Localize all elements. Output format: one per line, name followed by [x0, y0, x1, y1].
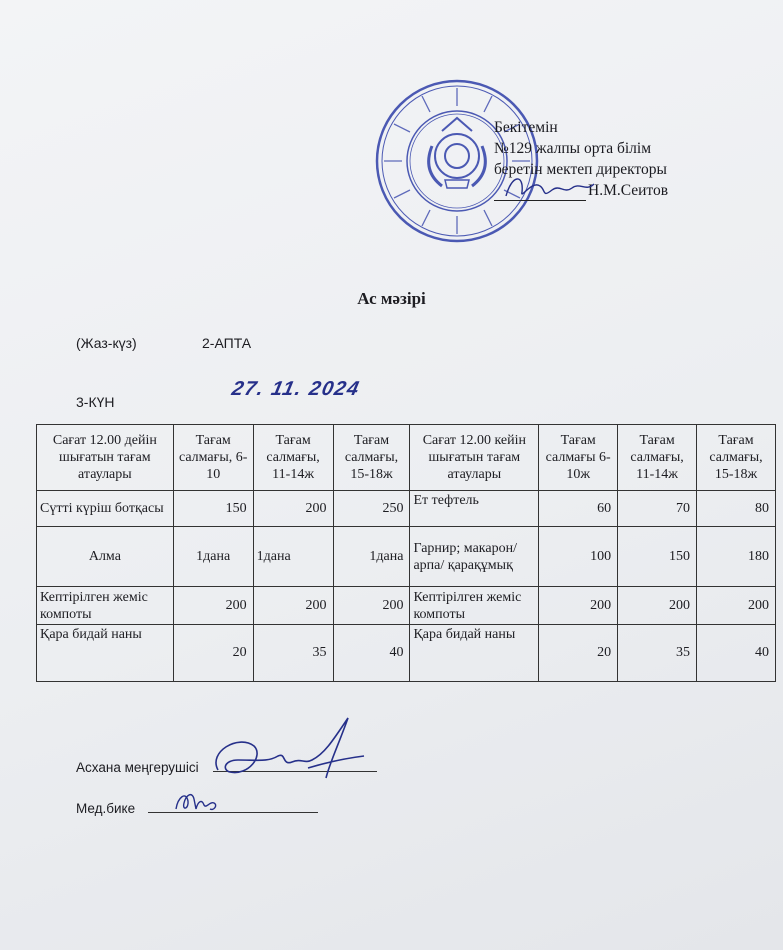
cafeteria-manager-signature [208, 712, 368, 784]
table-cell: Алма [37, 527, 174, 587]
header-weight-15-18: Тағам салмағы, 15-18ж [333, 425, 410, 491]
table-cell: 20 [173, 625, 253, 682]
table-cell: 60 [539, 491, 618, 527]
day-label: 3-КҮН [76, 394, 115, 410]
table-cell: 20 [539, 625, 618, 682]
table-cell: 1дана [333, 527, 410, 587]
table-cell: 35 [618, 625, 697, 682]
table-cell: 40 [697, 625, 776, 682]
table-cell: 100 [539, 527, 618, 587]
approval-title: Бекітемін [494, 119, 558, 136]
table-cell: Кептірілген жеміс компоты [410, 587, 539, 625]
table-cell: 70 [618, 491, 697, 527]
table-cell: 180 [697, 527, 776, 587]
table-cell: 250 [333, 491, 410, 527]
header-weight-11-14-pm: Тағам салмағы, 11-14ж [618, 425, 697, 491]
header-weight-11-14: Тағам салмағы, 11-14ж [253, 425, 333, 491]
table-cell: 200 [618, 587, 697, 625]
table-cell: 1дана [173, 527, 253, 587]
approval-school: №129 жалпы орта білім [494, 140, 652, 157]
header-weight-6-10: Тағам салмағы, 6-10 [173, 425, 253, 491]
table-cell: Кептірілген жеміс компоты [37, 587, 174, 625]
table-cell: Сүтті күріш ботқасы [37, 491, 174, 527]
director-name: Н.М.Сеитов [588, 182, 669, 199]
table-cell: 200 [697, 587, 776, 625]
table-header-row [37, 425, 776, 491]
table-cell: 35 [253, 625, 333, 682]
table-cell: 200 [253, 587, 333, 625]
table-cell: Қара бидай наны [37, 625, 174, 682]
table-cell: Қара бидай наны [410, 625, 539, 682]
nurse-signature [172, 787, 222, 815]
handwritten-date: 27. 11. 2024 [229, 378, 363, 400]
table-row [37, 625, 776, 682]
table-cell: 200 [539, 587, 618, 625]
header-afternoon-dish: Сағат 12.00 кейін шығатын тағам атаулары [410, 425, 539, 491]
table-row [37, 527, 776, 587]
header-morning-dish: Сағат 12.00 дейін шығатын тағам атаулары [37, 425, 174, 491]
season-label: (Жаз-күз) [76, 335, 137, 351]
table-cell: Ет тефтель [410, 491, 539, 527]
header-weight-15-18-pm: Тағам салмағы, 15-18ж [697, 425, 776, 491]
table-cell: 200 [253, 491, 333, 527]
cafeteria-manager-label: Асхана меңгерушісі [76, 760, 199, 775]
table-cell: 1дана [253, 527, 333, 587]
header-weight-6-10-pm: Тағам салмағы 6-10ж [539, 425, 618, 491]
director-signature [502, 170, 598, 204]
table-cell: 150 [618, 527, 697, 587]
menu-table [36, 424, 776, 682]
table-cell: 200 [333, 587, 410, 625]
table-row [37, 587, 776, 625]
page-title: Ас мәзірі [357, 289, 426, 308]
table-cell: 40 [333, 625, 410, 682]
table-cell: 150 [173, 491, 253, 527]
week-label: 2-АПТА [202, 335, 252, 351]
table-cell: 80 [697, 491, 776, 527]
table-row [37, 491, 776, 527]
table-cell: 200 [173, 587, 253, 625]
nurse-label: Мед.бике [76, 801, 136, 816]
table-cell: Гарнир; макарон/ арпа/ қарақұмық [410, 527, 539, 587]
approval-position: беретін мектеп директоры [494, 161, 667, 178]
